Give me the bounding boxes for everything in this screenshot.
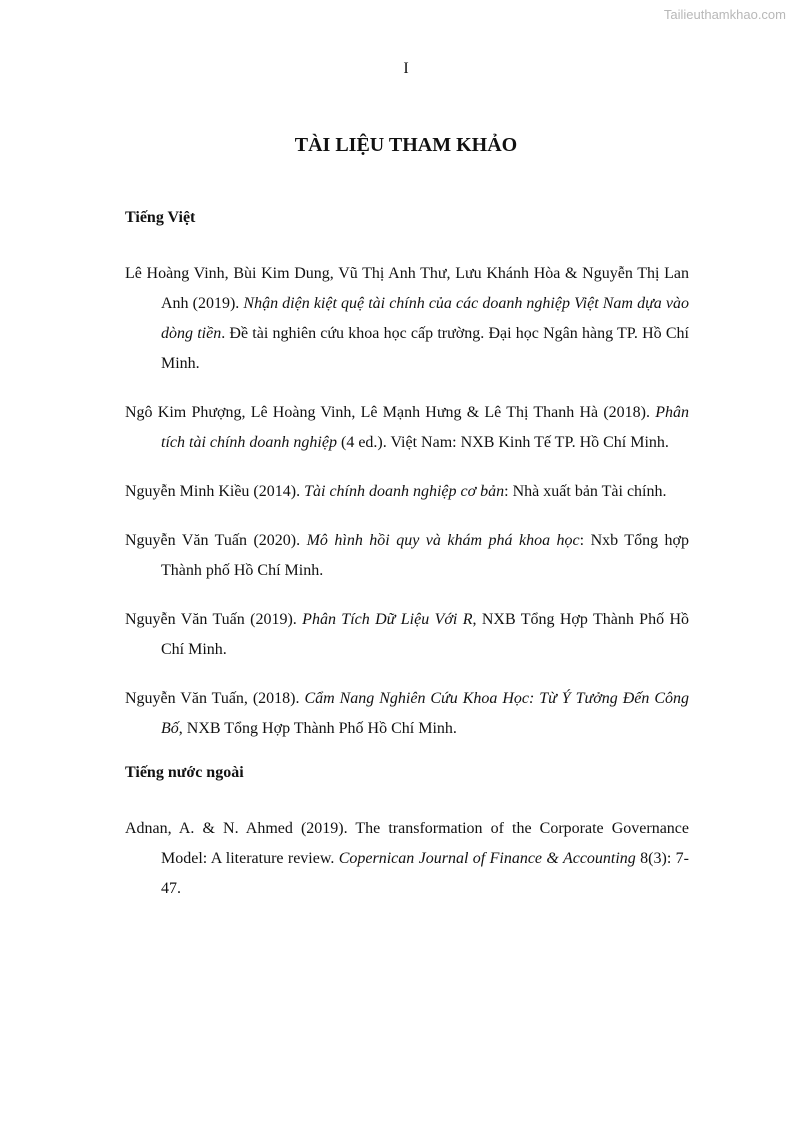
section-heading-vietnamese: Tiếng Việt — [125, 209, 196, 226]
ref-authors: Adnan, A. & N. Ahmed (2019). The transformation of the Corporate Governance Model: A literature review. — [125, 820, 689, 867]
ref-authors: Ngô Kim Phượng, Lê Hoàng Vinh, Lê Mạnh Hưng & Lê Thị Thanh Hà (2018). — [125, 404, 656, 421]
reference-entry — [125, 259, 689, 379]
ref-authors: Nguyễn Minh Kiều (2014). — [125, 483, 305, 500]
page-title: TÀI LIỆU THAM KHẢO — [294, 134, 518, 156]
watermark: Tailieuthamkhao.com — [663, 7, 786, 22]
ref-authors: Nguyễn Văn Tuấn (2019). — [125, 611, 303, 628]
ref-rest: 8(3): 7-47. — [161, 850, 689, 897]
ref-rest: , NXB Tổng Hợp Thành Phố Hồ Chí Minh. — [178, 720, 457, 737]
ref-rest: . Đề tài nghiên cứu khoa học cấp trường. Đại học Ngân hàng TP. Hồ Chí Minh. — [161, 325, 689, 372]
reference-entry — [125, 814, 689, 904]
page-number: I — [403, 60, 409, 77]
ref-authors: Nguyễn Văn Tuấn, (2018). — [125, 690, 305, 707]
ref-authors: Lê Hoàng Vinh, Bùi Kim Dung, Vũ Thị Anh Thư, Lưu Khánh Hòa & Nguyễn Thị Lan Anh (2019). — [125, 265, 689, 312]
reference-entry — [125, 684, 689, 744]
ref-rest: : Nhà xuất bản Tài chính. — [504, 483, 667, 500]
ref-title: Cẩm Nang Nghiên Cứu Khoa Học: Từ Ý Tưởng Đến Công Bố — [161, 690, 690, 737]
ref-title: Phân tích tài chính doanh nghiệp — [161, 404, 689, 451]
ref-rest: , NXB Tổng Hợp Thành Phố Hồ Chí Minh. — [161, 611, 689, 658]
ref-title: Tài chính doanh nghiệp cơ bản — [304, 483, 505, 500]
ref-rest: : Nxb Tổng hợp Thành phố Hồ Chí Minh. — [161, 532, 690, 579]
ref-title: Copernican Journal of Finance & Accounting — [338, 850, 636, 867]
reference-entry — [125, 477, 689, 507]
reference-entry — [125, 398, 689, 458]
section-heading-foreign: Tiếng nước ngoài — [125, 764, 244, 781]
reference-entry — [125, 605, 689, 665]
references-content — [125, 208, 689, 923]
ref-authors: Nguyễn Văn Tuấn (2020). — [125, 532, 307, 549]
reference-entry — [125, 526, 689, 586]
ref-title: Mô hình hồi quy và khám phá khoa học — [306, 532, 580, 549]
ref-title: Nhận diện kiệt quệ tài chính của các doanh nghiệp Việt Nam dựa vào dòng tiền — [161, 295, 689, 342]
ref-title: Phân Tích Dữ Liệu Với R — [302, 611, 473, 628]
ref-rest: (4 ed.). Việt Nam: NXB Kinh Tế TP. Hồ Chí Minh. — [336, 434, 669, 451]
